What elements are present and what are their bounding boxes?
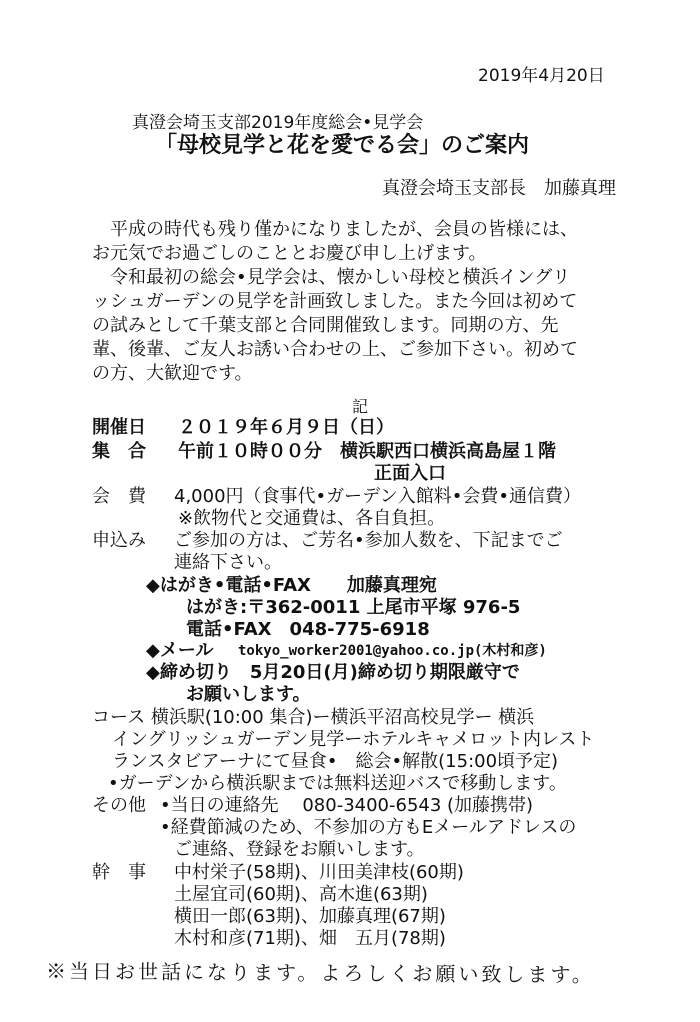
other-line: ご連絡、登録をお願いします。 xyxy=(174,839,425,860)
staff-line: 横田一郎(63期)、加藤真理(67期) xyxy=(174,906,446,927)
date-label: 開催日 xyxy=(92,417,146,438)
deadline-cont: お願いします。 xyxy=(186,684,311,705)
mail-address: tokyo_worker2001@yahoo.co.jp(木村和彦) xyxy=(238,643,547,659)
staff-line: 木村和彦(71期)、畑 五月(78期) xyxy=(174,928,446,949)
course-line: •ガーデンから横浜駅までは無料送迎バスで移動します。 xyxy=(108,773,567,794)
body-line: の方、大歓迎です。 xyxy=(92,363,253,384)
body-line: 令和最初の総会•見学会は、懐かしい母校と横浜イングリ xyxy=(92,267,571,288)
staff-line: 土屋宜司(60期)、高木進(63期) xyxy=(174,884,428,905)
event-date: ２０１９年６月９日（日） xyxy=(178,417,394,438)
apply-label: 申込み xyxy=(92,530,146,551)
gather-time: 午前１０時００分 横浜駅西口横浜高島屋１階 xyxy=(178,441,556,462)
course-line: イングリッシュガーデン見学ーホテルキャメロット内レスト xyxy=(112,729,595,750)
body-line: 平成の時代も残り僅かになりましたが、会員の皆様には、 xyxy=(92,219,578,240)
phone-fax: 電話•FAX 048-775-6918 xyxy=(186,619,430,640)
body-line: お元気でお過ごしのこととお慶び申し上げます。 xyxy=(92,243,487,264)
course-line: ランスタビアーナにて昼食• 総会•解散(15:00頃予定) xyxy=(112,751,559,772)
postcard-address: はがき:〒362-0011 上尾市平塚 976-5 xyxy=(186,597,521,618)
fee-label: 会 費 xyxy=(92,486,146,507)
gather-label: 集 合 xyxy=(92,441,146,462)
other-line: •経費節減のため、不参加の方もEメールアドレスの xyxy=(160,817,577,838)
course-line: コース 横浜駅(10:00 集合)ー横浜平沼高校見学ー 横浜 xyxy=(92,707,535,728)
organizer: 真澄会埼玉支部長 加藤真理 xyxy=(382,178,616,199)
staff-label: 幹 事 xyxy=(92,862,146,883)
subtitle: 真澄会埼玉支部2019年度総会•見学会 xyxy=(132,113,424,133)
issue-date: 2019年4月20日 xyxy=(478,66,605,86)
fee-value: 4,000円（食事代•ガーデン入館料•会費•通信費） xyxy=(174,486,582,507)
staff-line: 中村栄子(58期)、川田美津枝(60期) xyxy=(174,862,464,883)
handwritten-note: ※当日お世話になります。よろしくお願い致します。 xyxy=(45,959,595,987)
body-line: 輩、後輩、ご友人お誘い合わせの上、ご参加下さい。初めて xyxy=(92,339,578,360)
body-line: ッシュガーデンの見学を計画致しました。また今回は初めて xyxy=(92,291,578,312)
other-line: •当日の連絡先 080-3400-6543 (加藤携帯) xyxy=(160,795,534,816)
gather-place: 正面入口 xyxy=(374,463,446,484)
mail-label: ◆メール xyxy=(146,640,214,661)
fee-note: ※飲物代と交通費は、各自負担。 xyxy=(178,508,446,529)
apply-value-cont: 連絡下さい。 xyxy=(174,552,282,573)
page-title: 「母校見学と花を愛でる会」のご案内 xyxy=(155,133,530,158)
body-line: の試みとして千葉支部と合同開催致します。同期の方、先 xyxy=(92,315,559,336)
contact-heading: ◆はがき•電話•FAX 加藤真理宛 xyxy=(146,575,437,596)
deadline: ◆締め切り 5月20日(月)締め切り期限厳守で xyxy=(146,662,520,683)
apply-value: ご参加の方は、ご芳名•参加人数を、下記までご xyxy=(174,530,563,551)
other-label: その他 xyxy=(92,795,146,816)
ki-heading: 記 xyxy=(352,397,369,416)
